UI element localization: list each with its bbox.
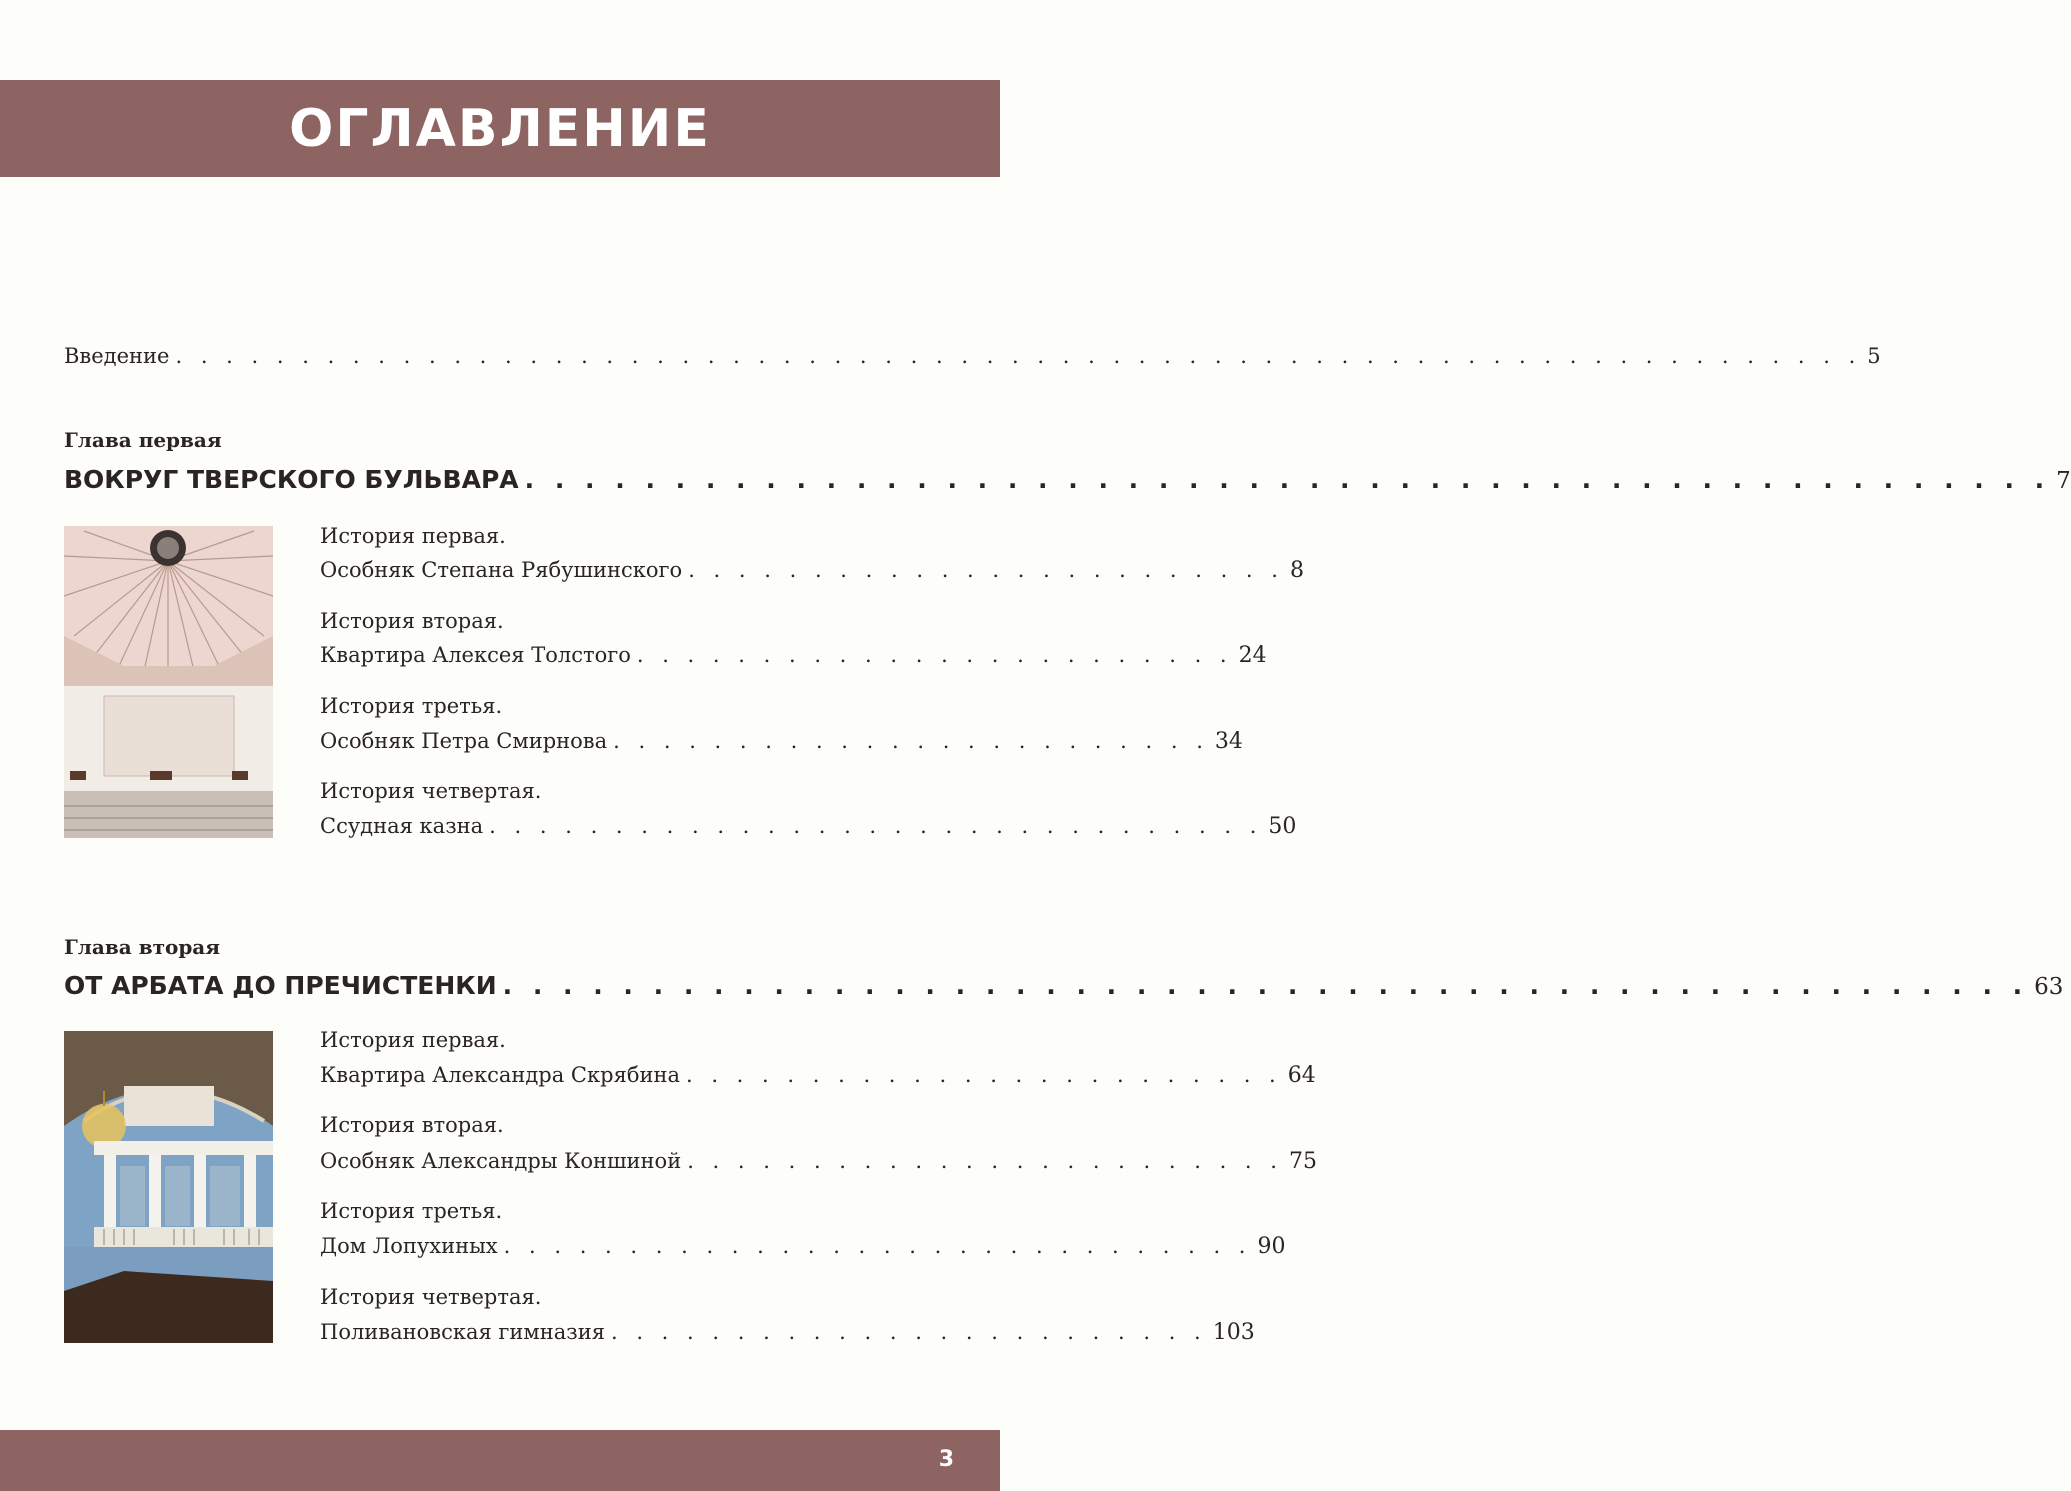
story-label: История вторая. [320,1113,504,1137]
dot-leader: . . . . . . . . . . . . . . . . . . . . . . . . [610,1320,1207,1344]
toc-page-number: 103 [1212,1320,1255,1345]
page-number: 3 [938,1447,954,1472]
story-label: История третья. [320,694,503,718]
chapter-title: ВОКРУГ ТВЕРСКОГО БУЛЬВАРА [64,465,519,494]
dot-leader: . . . . . . . . . . . . . . . . . . . . . . . . . . . . . . . . . . . . . . . . . . . . . . . . . . . [524,465,2051,494]
dot-leader: . . . . . . . . . . . . . . . . . . . . . . . . . . . . . . [503,1234,1252,1258]
dot-leader: . . . . . . . . . . . . . . . . . . . . . . . . . . . . . . . [489,814,1263,838]
dot-leader: . . . . . . . . . . . . . . . . . . . . . . . . [688,558,1284,582]
story-label: История четвертая. [320,1285,542,1309]
page-title: ОГЛАВЛЕНИЕ [289,98,711,159]
story-label: История вторая. [320,609,504,633]
toc-page-number: 8 [1289,558,1304,583]
story-title: Дом Лопухиных [320,1234,498,1258]
toc-page-number: 34 [1214,729,1243,754]
toc-entry-label: Введение [64,344,170,368]
chapter-label: Глава вторая [64,935,221,959]
story-label: История четвертая. [320,779,542,803]
toc-entry-story[interactable] [320,643,1267,668]
toc-page-number: 50 [1268,814,1297,839]
footer-band [0,1430,1000,1491]
toc-page-number: 64 [1287,1063,1316,1088]
story-title: Ссудная казна [320,814,484,838]
dot-leader: . . . . . . . . . . . . . . . . . . . . . . . . [687,1149,1283,1173]
story-label: История третья. [320,1199,503,1223]
toc-entry-story[interactable] [320,1063,1316,1088]
dot-leader: . . . . . . . . . . . . . . . . . . . . . . . . . . . . . . . . . . . . . . . . . . . . . . . . . . . [502,971,2029,1000]
toc-entry-chapter-1[interactable] [64,465,2071,494]
toc-page-number: 24 [1238,643,1267,668]
header-band [0,80,1000,177]
dot-leader: . . . . . . . . . . . . . . . . . . . . . . . . [613,729,1209,753]
story-title: Особняк Петра Смирнова [320,729,608,753]
story-title: Особняк Степана Рябушинского [320,558,683,582]
toc-entry-story[interactable] [320,814,1297,839]
toc-entry-story[interactable] [320,558,1304,583]
story-title: Особняк Александры Коншиной [320,1149,682,1173]
story-title: Квартира Алексея Толстого [320,643,631,667]
chapter-2-photo [64,1031,273,1343]
story-label: История первая. [320,524,506,548]
toc-entry-intro[interactable] [64,344,1881,368]
toc-entry-chapter-2[interactable] [64,971,2064,1000]
dot-leader: . . . . . . . . . . . . . . . . . . . . . . . . [685,1063,1282,1087]
story-label: История первая. [320,1028,506,1052]
dot-leader: . . . . . . . . . . . . . . . . . . . . . . . . [636,643,1233,667]
story-title: Поливановская гимназия [320,1320,605,1344]
toc-page-number: 5 [1867,344,1881,368]
toc-entry-story[interactable] [320,1234,1286,1259]
toc-page-number: 7 [2056,468,2071,494]
toc-entry-story[interactable] [320,1149,1317,1174]
toc-page-number: 63 [2034,974,2064,1000]
toc-page-number: 75 [1288,1149,1317,1174]
chapter-1-photo [64,526,273,838]
story-title: Квартира Александра Скрябина [320,1063,680,1087]
toc-entry-story[interactable] [320,1320,1255,1345]
toc-page-number: 90 [1257,1234,1286,1259]
dot-leader: . . . . . . . . . . . . . . . . . . . . . . . . . . . . . . . . . . . . . . . . . . . . . . . . . . . . . . . . . . . . . . . . . . . [175,344,1862,368]
chapter-title: ОТ АРБАТА ДО ПРЕЧИСТЕНКИ [64,971,497,1000]
toc-entry-story[interactable] [320,729,1243,754]
chapter-label: Глава первая [64,428,222,452]
